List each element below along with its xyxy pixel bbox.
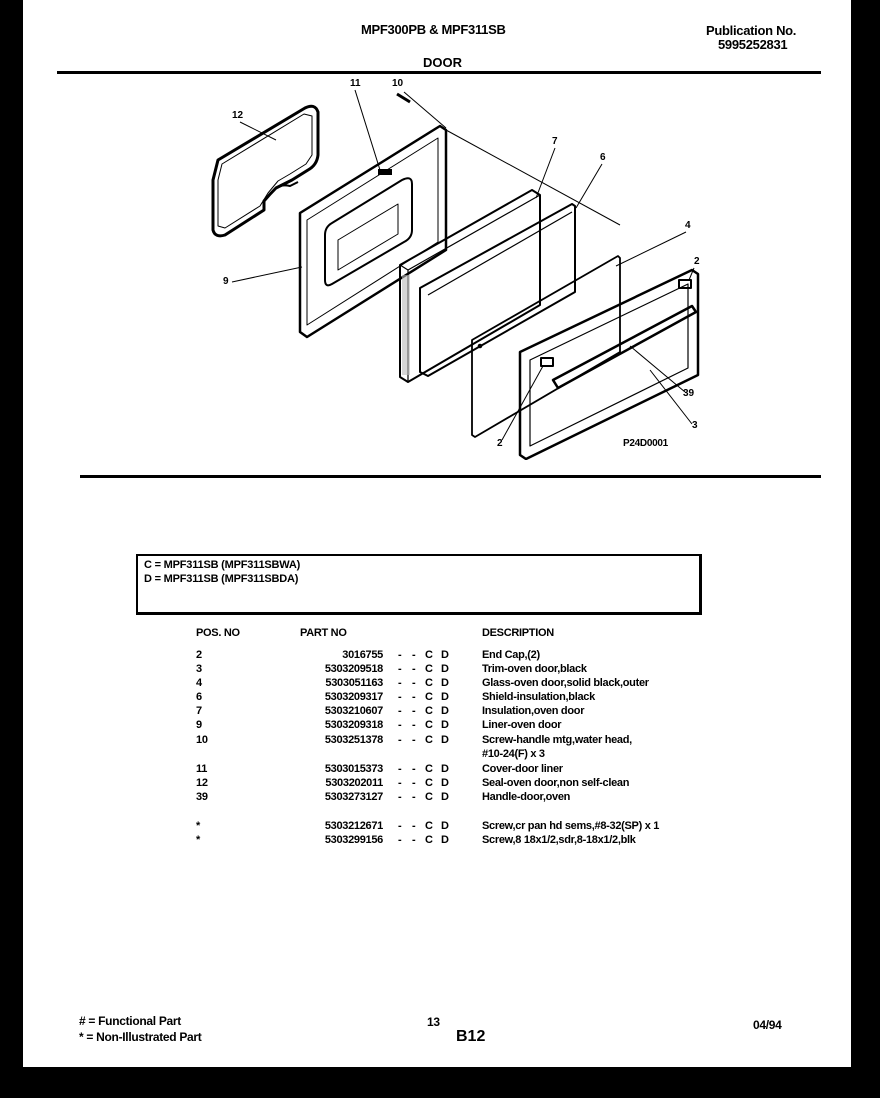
model-d: D (441, 691, 449, 703)
dash: - (412, 763, 416, 775)
figure-id: P24D0001 (623, 438, 668, 449)
pos-no: 12 (196, 777, 208, 789)
callout-2-right: 2 (694, 256, 700, 267)
pos-no: 10 (196, 734, 208, 746)
part-no: 5303202011 (325, 777, 383, 789)
legend-line-c: C = MPF311SB (MPF311SBWA) (144, 559, 301, 571)
table-row (23, 820, 851, 834)
pos-no: * (196, 834, 200, 846)
table-row (23, 719, 851, 733)
dash: - (398, 691, 402, 703)
model-d: D (441, 734, 449, 746)
description: Glass-oven door,solid black,outer (482, 677, 649, 689)
pos-no: 11 (196, 763, 208, 775)
model-d: D (441, 649, 449, 661)
dash: - (398, 791, 402, 803)
model-d: D (441, 820, 449, 832)
model-d: D (441, 834, 449, 846)
publication-label: Publication No. (706, 23, 797, 38)
model-d: D (441, 705, 449, 717)
seal-gasket-drawing (213, 106, 318, 236)
pos-no: * (196, 820, 200, 832)
dash: - (412, 691, 416, 703)
trim-drawing (520, 270, 698, 459)
dash: - (398, 777, 402, 789)
description: Seal-oven door,non self-clean (482, 777, 630, 789)
model-c: C (425, 834, 433, 846)
callout-39: 39 (683, 388, 695, 399)
pos-no: 39 (196, 791, 208, 803)
dash: - (398, 834, 402, 846)
dash: - (398, 649, 402, 661)
handle-drawing (553, 306, 696, 388)
description: End Cap,(2) (482, 649, 540, 661)
callout-11: 11 (350, 78, 361, 89)
dash: - (412, 719, 416, 731)
model-c: C (425, 649, 433, 661)
diagram-divider (80, 475, 821, 478)
description-continued: #10-24(F) x 3 (482, 748, 545, 760)
model-c: C (425, 663, 433, 675)
model-c: C (425, 777, 433, 789)
description: Screw-handle mtg,water head, (482, 734, 632, 746)
header-pos-no: POS. NO (196, 627, 240, 639)
model-c: C (425, 791, 433, 803)
description: Handle-door,oven (482, 791, 571, 803)
functional-part-note: # = Functional Part (79, 1014, 181, 1028)
description: Screw,cr pan hd sems,#8-32(SP) x 1 (482, 820, 660, 832)
dash: - (398, 677, 402, 689)
publication-number: 5995252831 (718, 37, 788, 52)
parts-catalog-page (23, 0, 851, 1067)
dash: - (412, 820, 416, 832)
glass-drawing (472, 256, 620, 437)
dash: - (412, 663, 416, 675)
dash: - (412, 677, 416, 689)
dash: - (412, 705, 416, 717)
table-row (23, 777, 851, 791)
dash: - (412, 791, 416, 803)
legend-line-d: D = MPF311SB (MPF311SBDA) (144, 573, 299, 585)
pos-no: 9 (196, 719, 202, 731)
pos-no: 2 (196, 649, 202, 661)
callout-9: 9 (223, 276, 229, 287)
model-c: C (425, 705, 433, 717)
model-d: D (441, 777, 449, 789)
liner-drawing (300, 126, 446, 337)
model-d: D (441, 663, 449, 675)
dash: - (398, 763, 402, 775)
model-c: C (425, 820, 433, 832)
page-number: 13 (427, 1015, 440, 1029)
part-no: 5303273127 (324, 791, 383, 803)
description: Insulation,oven door (482, 705, 585, 717)
dash: - (398, 705, 402, 717)
dash: - (412, 649, 416, 661)
part-no: 5303212671 (324, 820, 383, 832)
exploded-parts-diagram (180, 70, 700, 460)
description: Liner-oven door (482, 719, 562, 731)
model-c: C (425, 719, 433, 731)
model-d: D (441, 763, 449, 775)
model-title: MPF300PB & MPF311SB (361, 22, 506, 37)
description: Cover-door liner (482, 763, 563, 775)
dash: - (412, 834, 416, 846)
part-no: 5303209518 (324, 663, 383, 675)
description: Trim-oven door,black (482, 663, 587, 675)
header-description: DESCRIPTION (482, 627, 554, 639)
part-no: 5303015373 (324, 763, 383, 775)
section-code: B12 (456, 1028, 486, 1045)
callout-2-left: 2 (497, 438, 503, 449)
part-no: 5303209318 (324, 719, 383, 731)
dash: - (398, 663, 402, 675)
table-row (23, 834, 851, 848)
door-assembly-illustration (180, 70, 700, 460)
revision-date: 04/94 (753, 1018, 782, 1032)
part-no: 5303051163 (325, 677, 383, 689)
pos-no: 6 (196, 691, 202, 703)
pos-no: 4 (196, 677, 202, 689)
dash: - (412, 777, 416, 789)
model-d: D (441, 791, 449, 803)
description: Screw,8 18x1/2,sdr,8-18x1/2,blk (482, 834, 636, 846)
description: Shield-insulation,black (482, 691, 595, 703)
model-legend-box (136, 554, 702, 615)
dash: - (398, 734, 402, 746)
callout-6: 6 (600, 152, 606, 163)
table-row (23, 677, 851, 691)
model-c: C (425, 677, 433, 689)
pos-no: 7 (196, 705, 202, 717)
model-c: C (425, 734, 433, 746)
model-c: C (425, 691, 433, 703)
model-c: C (425, 763, 433, 775)
dash: - (398, 820, 402, 832)
callout-7: 7 (552, 136, 558, 147)
pos-no: 3 (196, 663, 202, 675)
dash: - (412, 734, 416, 746)
non-illustrated-part-note: * = Non-Illustrated Part (79, 1030, 202, 1044)
end-cap-left (541, 358, 553, 366)
header-part-no: PART NO (300, 627, 347, 639)
part-no: 5303299156 (324, 834, 383, 846)
callout-3: 3 (692, 420, 698, 431)
table-row (23, 763, 851, 777)
callout-12: 12 (232, 110, 244, 121)
callout-4: 4 (685, 220, 691, 231)
section-title: DOOR (423, 55, 462, 70)
table-row (23, 705, 851, 719)
callout-10: 10 (392, 78, 404, 89)
model-d: D (441, 719, 449, 731)
table-row (23, 649, 851, 663)
part-no: 3016755 (342, 649, 383, 661)
table-row (23, 734, 851, 762)
model-d: D (441, 677, 449, 689)
dash: - (398, 719, 402, 731)
part-no: 5303251378 (324, 734, 383, 746)
part-no: 5303209317 (324, 691, 383, 703)
table-row (23, 691, 851, 705)
part-no: 5303210607 (324, 705, 383, 717)
table-row (23, 791, 851, 805)
table-row (23, 663, 851, 677)
